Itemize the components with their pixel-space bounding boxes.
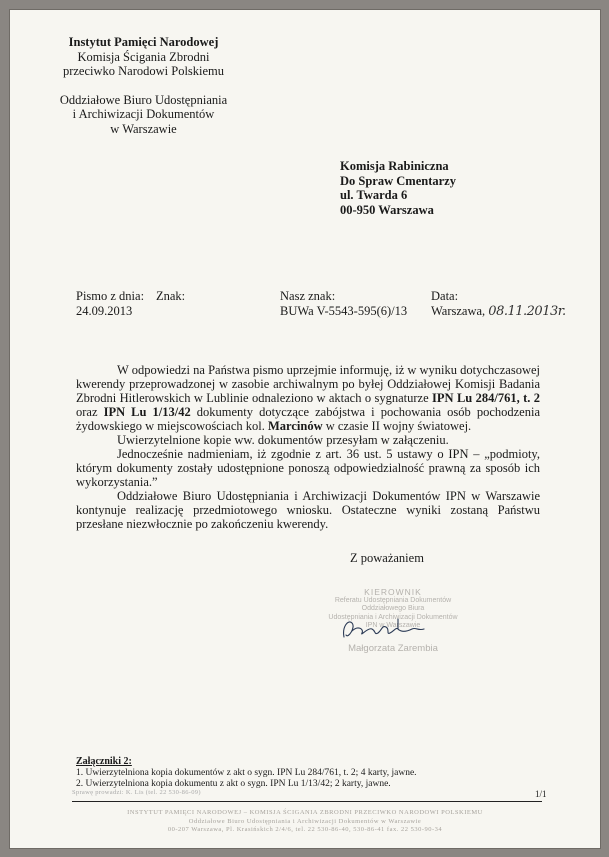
recipient-line-4: 00-950 Warszawa	[340, 202, 434, 217]
body-paragraph-2: Uwierzytelnione kopie ww. dokumentów przesyłam w załączeniu.	[117, 433, 449, 447]
stamp-line-2: Oddziałowego Biura	[361, 605, 425, 612]
body-paragraph-4: Oddziałowe Biuro Udostępniania i Archiwizacji Dokumentów IPN w Warszawie kontynuje realizację przedmiotowego wniosku. Ostateczne wyniki zostaną Państwu przesłane niezwłocznie po zakończeniu kwerendy.	[76, 489, 540, 531]
our-sign-value: BUWa V-5543-595(6)/13	[280, 303, 408, 318]
stamp-name: Małgorzata Zarembia	[348, 642, 438, 654]
recipient-address	[340, 159, 456, 217]
page-number: 1/1	[535, 789, 547, 799]
attachment-item-2: 2. Uwierzytelniona kopia dokumentu z akt o sygn. IPN Lu 1/13/42; 2 karty, jawne.	[76, 779, 391, 789]
our-sign-label: Nasz znak:	[280, 289, 336, 303]
office-line-2: i Archiwizacji Dokumentów	[72, 107, 215, 121]
our-sign-block	[280, 289, 407, 318]
letter-body	[76, 363, 540, 531]
your-letter-label: Pismo z dnia:	[76, 289, 145, 303]
place-name: Marcinów	[267, 419, 323, 433]
footer-line-2: Oddziałowe Biuro Udostępniania i Archiwizacji Dokumentów w Warszawie	[188, 817, 422, 825]
date-block	[431, 289, 566, 319]
stamp-line-3: Udostępniania i Archiwizacji Dokumentów	[328, 613, 458, 621]
attachments-heading: Załączniki 2:	[76, 756, 132, 767]
your-letter-block	[76, 289, 144, 318]
recipient-line-2: Do Spraw Cmentarzy	[340, 173, 456, 188]
closing-salutation: Z poważaniem	[350, 551, 424, 565]
attachment-item-1: 1. Uwierzytelniona kopia dokumentów z akt o sygn. IPN Lu 284/761, t. 2; 4 karty, jawne.	[76, 767, 417, 778]
your-letter-date: 24.09.2013	[76, 303, 133, 318]
date-label: Data:	[431, 289, 459, 303]
office-line-1: Oddziałowe Biuro Udostępniania	[59, 92, 228, 107]
letterhead-footer	[60, 809, 550, 835]
sender-header	[10, 35, 277, 136]
commission-line-2: przeciwko Narodowi Polskiemu	[62, 64, 225, 78]
stamp-line-4: IPN w Warszawie	[365, 622, 421, 629]
stamp-title: KIEROWNIK	[364, 587, 422, 597]
case-handler-reference: Sprawę prowadzi: K. Lis (tel. 22 530-86-09)	[72, 789, 201, 796]
letter-page	[9, 9, 601, 849]
stamp-line-1: Referatu Udostępniania Dokumentów	[334, 596, 452, 604]
recipient-line-3: ul. Twarda 6	[340, 188, 408, 202]
body-paragraph-3: Jednocześnie nadmieniam, iż zgodnie z art. 36 ust. 5 ustawy o IPN – „podmioty, którym dokumenty zostały udostępnione ponoszą odpowiedzialność prawną za sposób ich wykorzystania.”	[76, 447, 540, 489]
sign-label: Znak:	[156, 289, 186, 303]
attachments	[76, 756, 417, 791]
handwritten-date: 08.11.2013r.	[488, 303, 566, 319]
signature-ref-1: IPN Lu 284/761, t. 2	[432, 391, 541, 405]
date-place: Warszawa,	[431, 303, 486, 318]
signature-ref-2: IPN Lu 1/13/42	[103, 405, 191, 419]
office-line-3: w Warszawie	[110, 121, 177, 136]
recipient-line-1: Komisja Rabiniczna	[340, 159, 449, 173]
footer-divider	[72, 801, 542, 802]
handwritten-signature	[338, 615, 428, 643]
commission-line-1: Komisja Ścigania Zbrodni	[77, 49, 210, 64]
footer-line-1: INSTYTUT PAMIĘCI NARODOWEJ – KOMISJA ŚCIGANIA ZBRODNI PRZECIWKO NARODOWI POLSKIEMU	[127, 809, 483, 816]
body-paragraph-1: W odpowiedzi na Państwa pismo uprzejmie informuję, iż w wyniku dotychczasowej kwerendy przeprowadzonej w zasobie archiwalnym po byłej Oddziałowej Komisji Badania Zbrodni Hitlerowskich w Lublinie odnaleziono w aktach o sygnaturze IPN Lu 284/761, t. 2 oraz IPN Lu 1/13/42 dokumenty dotyczące zabójstwa i pochowania osób pochodzenia żydowskiego w miejscowościach kol. Marcinów w czasie II wojny światowej.	[76, 363, 541, 433]
footer-line-3: 00-207 Warszawa, Pl. Krasińskich 2/4/6, tel. 22 530-86-40, 530-86-41 fax. 22 530-90-34	[167, 826, 443, 833]
institution-name: Instytut Pamięci Narodowej	[68, 35, 219, 49]
